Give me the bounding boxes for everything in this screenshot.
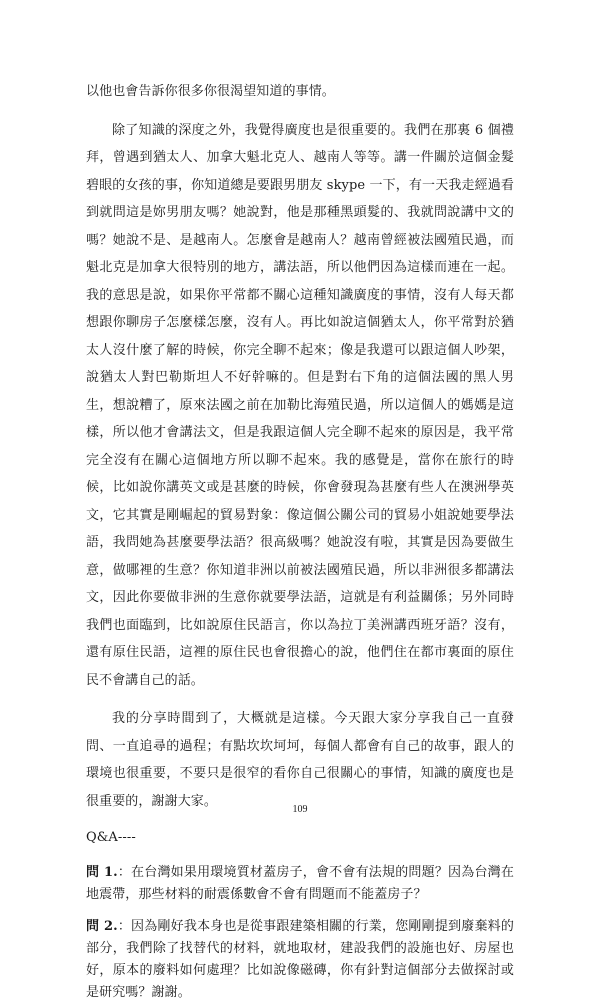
question-1-text: ：在台灣如果用環境質材蓋房子，會不會有法規的問題？因為台灣在地震帶，那些材料的耐震係數會不會有問題而不能蓋房子？ bbox=[86, 864, 514, 902]
document-body bbox=[86, 78, 514, 1004]
paragraph-continuation: 以他也會告訴你很多你很渴望知道的事情。 bbox=[86, 84, 335, 99]
question-2 bbox=[86, 916, 514, 1004]
paragraph-knowledge-breadth: 除了知識的深度之外，我覺得廣度也是很重要的。我們在那裏 6 個禮拜，曾遇到猶太人、加拿大魁北克人、越南人等等。講一件關於這個金髮碧眼的女孩的事，你知道總是要跟男朋友 skype 一下，有一天我走經過看到就問這是妳男朋友嗎？她說對，他是那種黑頭髮的、我就問說講中文的嗎？她說不是、是越南人。怎麼會是越南人？越南曾經被法國殖民過，而魁北克是加拿大很特別的地方，講法語，所以他們因為這樣而連在一起。我的意思是說，如果你平常都不關心這種知識廣度的事情，沒有人每天都想跟你聊房子怎麼樣怎麼，沒有人。再比如說這個猶太人，你平常對於猶太人沒什麼了解的時候，你完全聊不起來；像是我還可以跟這個人吵架，說猶太人對巴勒斯坦人不好幹嘛的。但是對右下角的這個法國的黑人男生，想說糟了，原來法國之前在加勒比海殖民過，所以這個人的媽媽是這樣，所以他才會講法文，但是我跟這個人完全聊不起來的原因是，我平常完全沒有在關心這個地方所以聊不起來。我的感覺是，當你在旅行的時候，比如說你講英文或是甚麼的時候，你會發現為甚麼有些人在澳洲學英文，它其實是剛崛起的貿易對象：像這個公關公司的貿易小姐說她要學法語，我問她為甚麼要學法語？很高級嗎？她說沒有啦，其實是因為要做生意，做哪裡的生意？你知道非洲以前被法國殖民過，所以非洲很多都講法文，因此你要做非洲的生意你就要學法語，這就是有利益關係；另外同時我們也面臨到，比如說原住民語言，你以為拉丁美洲講西班牙語？沒有，還有原住民語，這裡的原住民也會很擔心的說，他們住在都市裏面的原住民不會講自己的話。 bbox=[86, 122, 514, 688]
question-1-label: 問 1. bbox=[86, 864, 118, 880]
paragraph-closing-remarks: 我的分享時間到了，大概就是這樣。今天跟大家分享我自己一直發問、一直追尋的過程；有點坎坎坷坷，每個人都會有自己的故事，跟人的環境也很重要，不要只是很窄的看你自己很關心的事情，知識的廣度也是很重要的，謝謝大家。 bbox=[86, 711, 514, 809]
page-number: 109 bbox=[292, 804, 308, 815]
question-2-label: 問 2. bbox=[86, 918, 118, 934]
question-2-text: ：因為剛好我本身也是從事跟建築相關的行業，您剛剛提到廢棄料的部分，我們除了找替代的材料，就地取材，建設我們的設施也好、房屋也好，原本的廢料如何處理？比如說像磁磚，你有針對這個部分去做探討或是研究嗎？謝謝。 bbox=[86, 918, 514, 1000]
qa-heading: Q&A---- bbox=[86, 830, 136, 845]
question-1 bbox=[86, 862, 514, 906]
